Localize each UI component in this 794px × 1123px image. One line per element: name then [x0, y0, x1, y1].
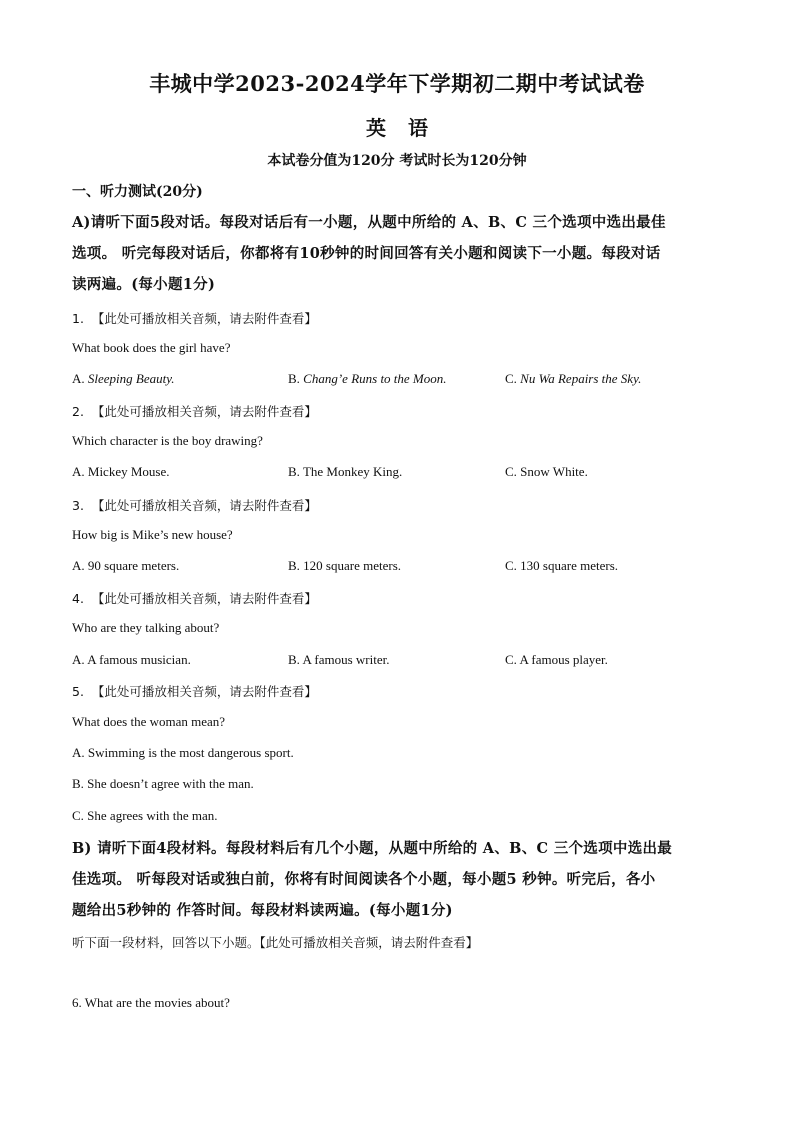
audio-link[interactable]: 【此处可播放相关音频，请去附件查看】 — [91, 404, 317, 419]
question-3-audio-line — [72, 496, 732, 514]
q5-option-c: C. She agrees with the man. — [72, 808, 218, 823]
q3-option-a: A. 90 square meters. — [72, 558, 180, 573]
question-5-text: What does the woman mean? — [72, 714, 226, 729]
part-a-instruction-line-1: A)请听下面5段对话。每段对话后有一小题，从题中所给的 A、B、C 三个选项中选出最佳 — [72, 214, 666, 231]
question-4-text: Who are they talking about? — [72, 620, 220, 635]
q1-option-b: B. Chang’e Runs to the Moon. — [288, 371, 447, 386]
q1-option-c: C. Nu Wa Repairs the Sky. — [505, 371, 642, 386]
part-b-instruction-line-1: B) 请听下面4段材料。每段材料后有几个小题，从题中所给的 A、B、C 三个选项中选出最 — [72, 840, 673, 857]
q3-option-b: B. 120 square meters. — [288, 558, 402, 573]
question-number: 3. — [72, 498, 84, 513]
q2-option-b: B. The Monkey King. — [288, 464, 403, 479]
question-number: 1. — [72, 311, 84, 326]
q2-option-a: A. Mickey Mouse. — [72, 464, 170, 479]
question-2-text: Which character is the boy drawing? — [72, 433, 263, 448]
q4-option-a: A. A famous musician. — [72, 652, 191, 667]
question-4-audio-line — [72, 589, 732, 607]
question-3-text: How big is Mike’s new house? — [72, 527, 233, 542]
question-1-audio-line — [72, 309, 732, 327]
part-a-instruction-line-3: 读两遍。(每小题1分) — [72, 276, 216, 293]
audio-link[interactable]: 【此处可播放相关音频，请去附件查看】 — [91, 684, 317, 699]
question-number: 5. — [72, 684, 84, 699]
q5-option-a: A. Swimming is the most dangerous sport. — [72, 745, 294, 760]
q4-option-b: B. A famous writer. — [288, 652, 390, 667]
page-title: 丰城中学2023-2024学年下学期初二期中考试试卷 — [149, 71, 645, 96]
subject-title: 英语 — [366, 116, 450, 140]
listen-prompt[interactable]: 听下面一段材料，回答以下小题。【此处可播放相关音频，请去附件查看】 — [72, 935, 479, 950]
section-heading: 一、听力测试(20分) — [72, 184, 203, 200]
question-6-text: 6. What are the movies about? — [72, 995, 230, 1010]
q2-option-c: C. Snow White. — [505, 464, 588, 479]
audio-link[interactable]: 【此处可播放相关音频，请去附件查看】 — [91, 591, 317, 606]
exam-info: 本试卷分值为120分 考试时长为120分钟 — [267, 153, 527, 169]
question-number: 2. — [72, 404, 84, 419]
question-2-audio-line — [72, 402, 732, 420]
audio-link[interactable]: 【此处可播放相关音频，请去附件查看】 — [91, 498, 317, 513]
q3-option-c: C. 130 square meters. — [505, 558, 619, 573]
part-b-instruction-line-2: 佳选项。 听每段对话或独白前，你将有时间阅读各个小题，每小题5 秒钟。听完后，各小 — [72, 871, 656, 888]
question-number: 4. — [72, 591, 84, 606]
q4-option-c: C. A famous player. — [505, 652, 608, 667]
question-5-audio-line — [72, 682, 732, 700]
q1-option-a: A. Sleeping Beauty. — [72, 371, 175, 386]
part-a-instruction-line-2: 选项。 听完每段对话后，你都将有10秒钟的时间回答有关小题和阅读下一小题。每段对话 — [72, 245, 661, 262]
part-b-instruction-line-3: 题给出5秒钟的 作答时间。每段材料读两遍。(每小题1分) — [72, 902, 453, 919]
q5-option-b: B. She doesn’t agree with the man. — [72, 776, 254, 791]
audio-link[interactable]: 【此处可播放相关音频，请去附件查看】 — [91, 311, 317, 326]
question-1-text: What book does the girl have? — [72, 340, 231, 355]
